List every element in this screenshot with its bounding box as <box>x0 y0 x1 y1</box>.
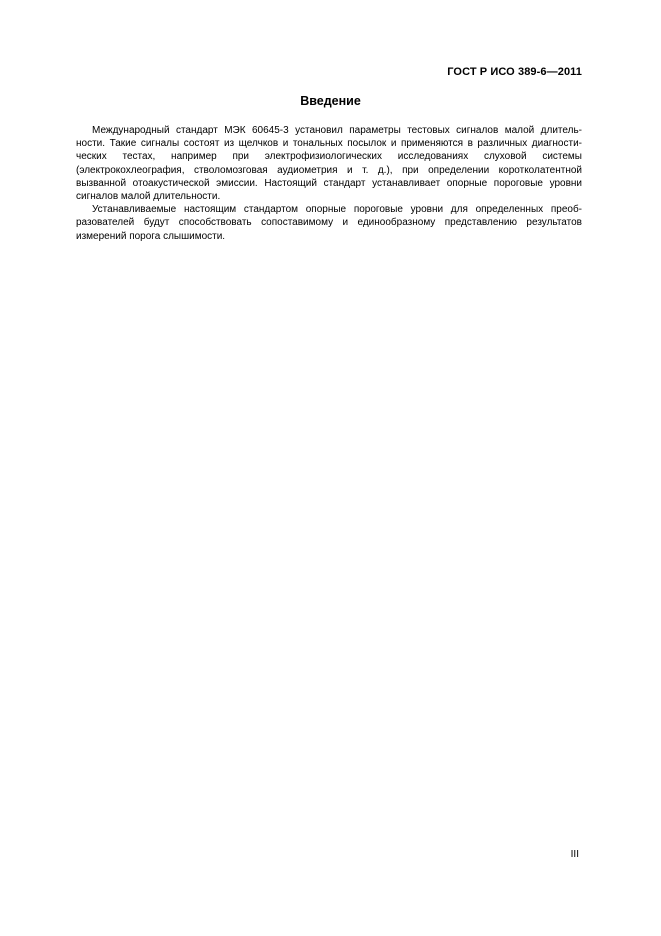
paragraph-line: сигналов малой длительности. <box>76 191 221 203</box>
paragraph-line: измерений порога слышимости. <box>76 230 226 242</box>
paragraph-line: ческих тестах, например при электрофизиологических исследованиях слуховой системы <box>76 151 582 163</box>
document-designation: ГОСТ Р ИСО 389-6—2011 <box>447 66 582 78</box>
section-title: Введение <box>300 94 361 108</box>
paragraph-line: Международный стандарт МЭК 60645-3 установил параметры тестовых сигналов малой длитель- <box>92 125 582 136</box>
section-body <box>76 124 582 243</box>
paragraph-line: вызванной отоакустической эмиссии. Настоящий стандарт устанавливает опорные пороговые уровни <box>76 177 582 189</box>
paragraph-line: (электрокохлеография, стволомозговая аудиометрия и т. д.), при определении коротколатентной <box>76 164 582 176</box>
paragraph-line: разователей будут способствовать сопоставимому и единообразному представлению результатов <box>76 217 582 229</box>
paragraph-2 <box>76 203 582 243</box>
page-number: III <box>570 849 579 860</box>
paragraph-1 <box>76 124 582 203</box>
paragraph-line: ности. Такие сигналы состоят из щелчков и тональных посылок и применяются в различных диагности- <box>76 138 582 150</box>
paragraph-line: Устанавливаемые настоящим стандартом опорные пороговые уровни для определенных преоб- <box>92 204 582 216</box>
